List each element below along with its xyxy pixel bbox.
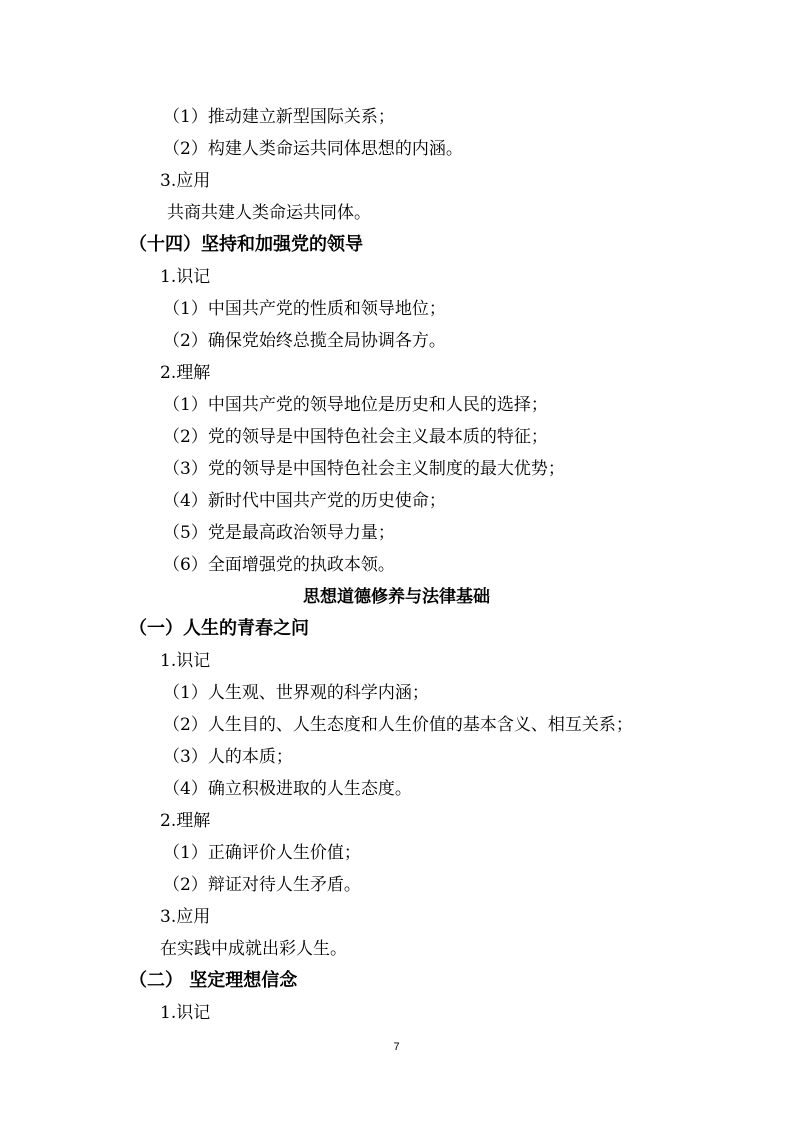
section-heading: （十四）坚持和加强党的领导: [129, 234, 363, 255]
text-line: （2）确保党始终总揽全局协调各方。: [163, 331, 446, 351]
text-line: （5）党是最高政治领导力量；: [163, 523, 395, 543]
part-title: 思想道德修养与法律基础: [303, 587, 490, 607]
text-line: 1.识记: [160, 651, 211, 671]
text-line: 共商共建人类命运共同体。: [167, 203, 371, 223]
text-line: （2）人生目的、人生态度和人生价值的基本含义、相互关系；: [163, 715, 633, 735]
text-line: （4）新时代中国共产党的历史使命；: [163, 491, 446, 511]
text-line: （2）党的领导是中国特色社会主义最本质的特征；: [163, 427, 548, 447]
text-line: （1）推动建立新型国际关系；: [163, 107, 395, 127]
text-line: （3）人的本质；: [163, 747, 293, 767]
text-line: （1）中国共产党的领导地位是历史和人民的选择；: [163, 395, 548, 415]
section-heading: （二） 坚定理想信念: [129, 970, 298, 991]
text-line: 在实践中成就出彩人生。: [160, 939, 347, 959]
text-line: 1.识记: [160, 267, 211, 287]
text-line: 3.应用: [160, 171, 211, 191]
text-line: 3.应用: [160, 907, 211, 927]
text-line: （1）正确评价人生价值；: [163, 843, 361, 863]
text-line: 1.识记: [160, 1003, 211, 1023]
page-number: 7: [393, 1041, 400, 1053]
text-line: （4）确立积极进取的人生态度。: [163, 779, 412, 799]
text-line: （1）人生观、世界观的科学内涵；: [163, 683, 429, 703]
section-heading: （一）人生的青春之问: [129, 618, 309, 639]
text-line: （2）构建人类命运共同体思想的内涵。: [163, 139, 463, 159]
text-line: （3）党的领导是中国特色社会主义制度的最大优势；: [163, 459, 565, 479]
text-line: （6）全面增强党的执政本领。: [163, 555, 395, 575]
text-line: （2）辩证对待人生矛盾。: [163, 875, 361, 895]
text-line: （1）中国共产党的性质和领导地位；: [163, 299, 446, 319]
text-line: 2.理解: [160, 811, 211, 831]
text-line: 2.理解: [160, 363, 211, 383]
